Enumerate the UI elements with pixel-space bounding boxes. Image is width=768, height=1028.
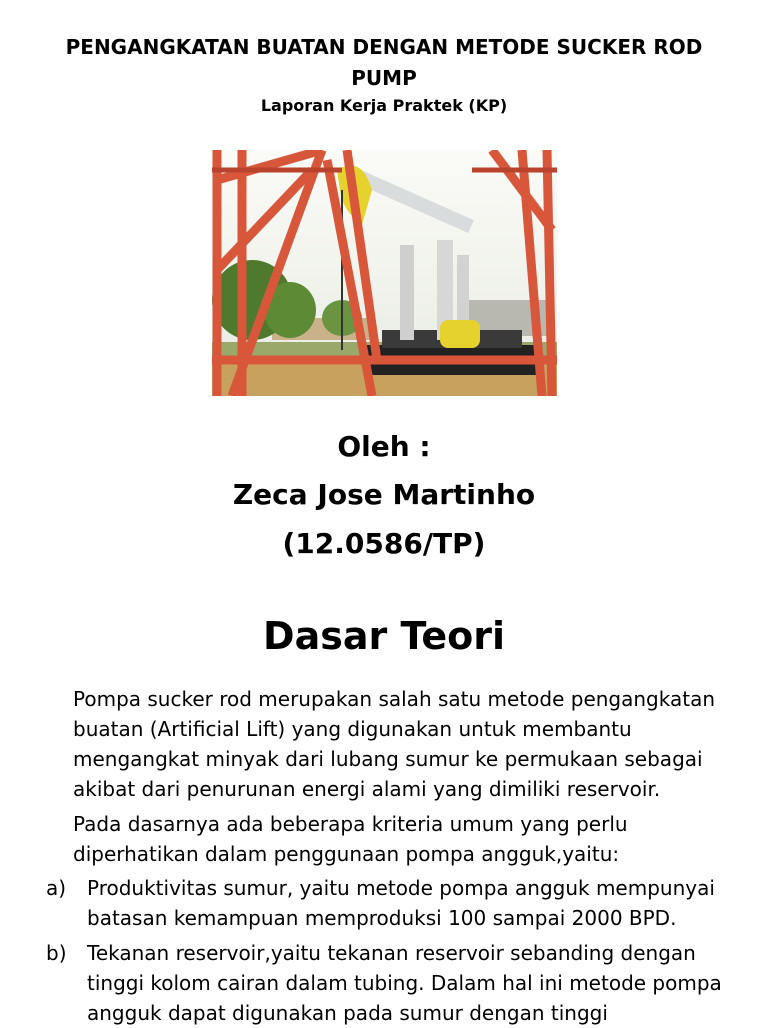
list-item-text: Produktivitas sumur, yaitu metode pompa angguk mempunyai batasan kemampuan memproduksi 100 sampai 2000 BPD. xyxy=(87,876,715,930)
pump-jack-photo xyxy=(212,150,557,396)
author-id: (12.0586/TP) xyxy=(282,527,486,560)
author-label: Oleh : xyxy=(337,430,431,463)
author-name: Zeca Jose Martinho xyxy=(232,478,536,511)
list-item-text: Tekanan reservoir,yaitu tekanan reservoir sebanding dengan tinggi kolom cairan dalam tubing. Dalam hal ini metode pompa angguk dapat digunakan pada sumur dengan tinggi xyxy=(87,941,722,1025)
section-heading: Dasar Teori xyxy=(263,614,505,658)
paragraph: Pompa sucker rod merupakan salah satu metode pengangkatan buatan (Artificial Lift) yang digunakan untuk membantu mengangkat minyak dari lubang sumur ke permukaan sebagai akibat dari penurunan energi alami yang dimiliki reservoir. xyxy=(73,687,716,801)
paragraph: Pada dasarnya ada beberapa kriteria umum yang perlu diperhatikan dalam penggunaan pompa angguk,yaitu: xyxy=(73,812,628,866)
list-marker: a) xyxy=(46,876,67,900)
document-subtitle: Laporan Kerja Praktek (KP) xyxy=(260,96,508,115)
list-marker: b) xyxy=(46,941,67,965)
document-title: PENGANGKATAN BUATAN DENGAN METODE SUCKER ROD PUMP xyxy=(65,35,703,90)
